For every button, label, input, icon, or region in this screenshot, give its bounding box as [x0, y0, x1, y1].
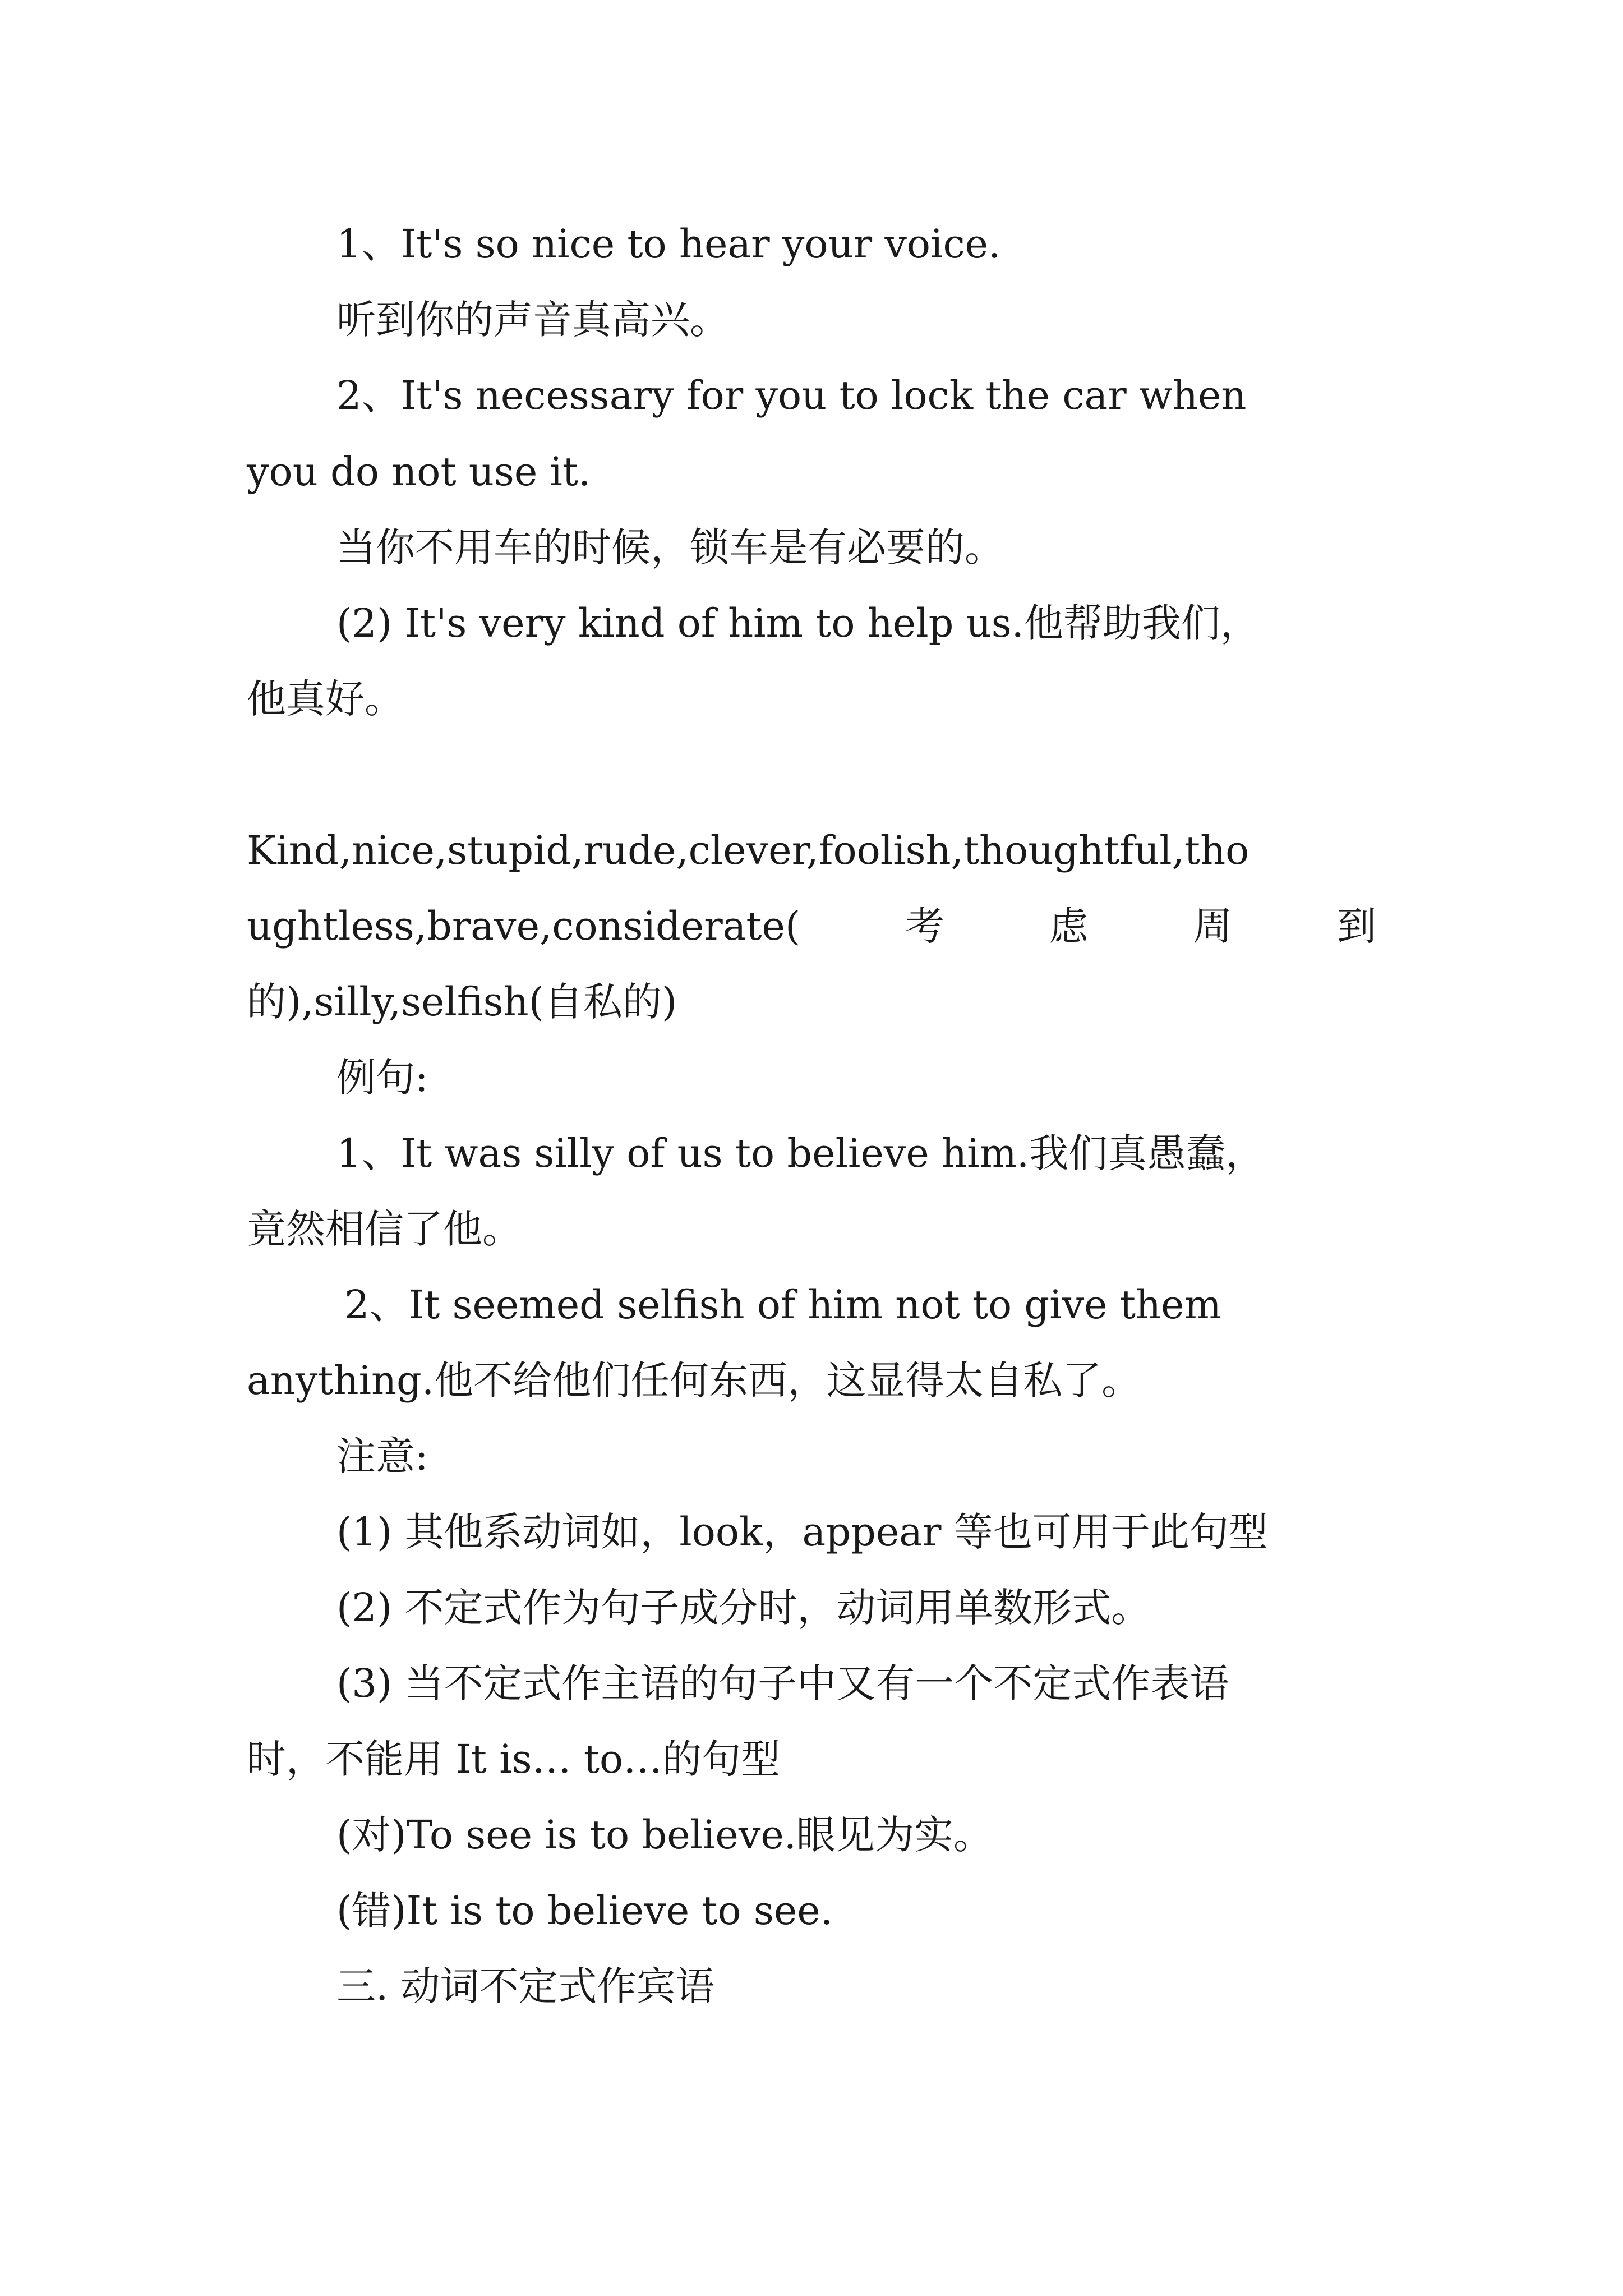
example-4-english-text: 2、It seemed selfish of him not to give them: [344, 1282, 1221, 1328]
section-3-heading: 三. 动词不定式作宾语: [336, 1963, 715, 2009]
note-heading: 注意:: [336, 1433, 428, 1479]
adjective-list-line-2: [247, 901, 1376, 951]
example-1-chinese: 听到你的声音真高兴。: [336, 297, 729, 343]
note-3-line-2: 时，不能用 It is… to…的句型: [247, 1736, 781, 1782]
example-1-english: 1、It's so nice to hear your voice.: [336, 221, 1001, 267]
note-2: (2) 不定式作为句子成分时，动词用单数形式。: [336, 1585, 1151, 1631]
example-2-english-line-1: [336, 370, 1376, 421]
example-4-line-1: [344, 1280, 1376, 1330]
note-3-line-1: (3) 当不定式作主语的句子中又有一个不定式作表语: [336, 1660, 1229, 1706]
adjective-gloss-char-3: 周: [1193, 903, 1233, 949]
example-3-line-1: 1、It was silly of us to believe him.我们真愚蠢，: [336, 1130, 1265, 1176]
adjective-list-line-1: Kind,nice,stupid,rude,clever,foolish,thoughtful,tho: [247, 827, 1249, 873]
adjective-list-text: ughtless,brave,considerate(: [247, 903, 801, 949]
example-2-chinese: 当你不用车的时候，锁车是有必要的。: [336, 524, 1004, 570]
adjective-list-line-3: 的),silly,selfish(自私的): [247, 979, 677, 1025]
note-1: (1) 其他系动词如，look，appear 等也可用于此句型: [336, 1509, 1268, 1555]
adjective-gloss-char-4: 到: [1336, 903, 1376, 949]
example-2-english-line-2: you do not use it.: [247, 449, 591, 495]
example-2-english-text: 2、It's necessary for you to lock the car when: [336, 372, 1247, 418]
wrong-example: (错)It is to believe to see.: [336, 1888, 833, 1934]
example-4-line-2: anything.他不给他们任何东西，这显得太自私了。: [247, 1358, 1141, 1404]
point-2-line-1: (2) It's very kind of him to help us.他帮助我们，: [336, 600, 1260, 646]
point-2-line-2: 他真好。: [247, 676, 404, 722]
adjective-gloss-char-2: 虑: [1049, 903, 1089, 949]
correct-example: (对)To see is to believe.眼见为实。: [336, 1812, 993, 1858]
example-3-line-2: 竟然相信了他。: [247, 1206, 522, 1252]
adjective-gloss-char-1: 考: [905, 903, 944, 949]
examples-heading: 例句:: [336, 1055, 428, 1101]
